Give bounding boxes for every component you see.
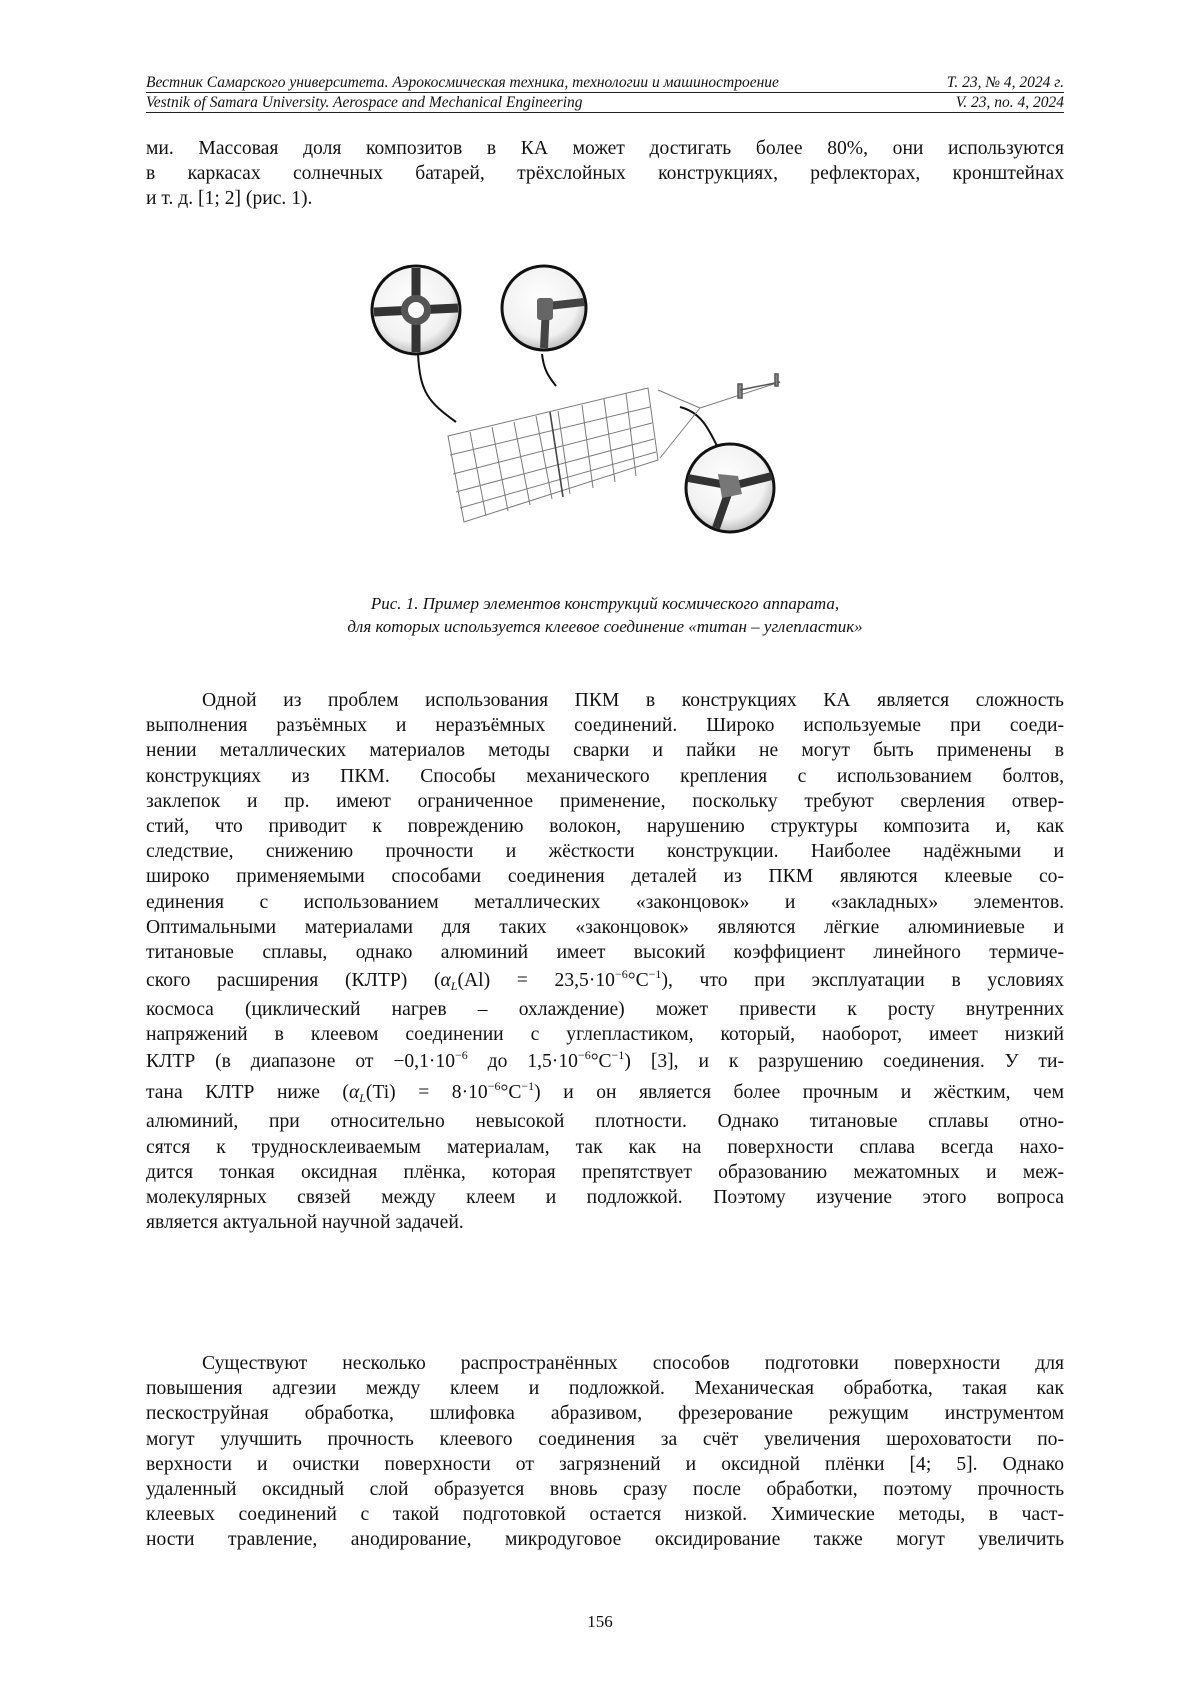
zoom-cross-joint xyxy=(372,266,460,354)
text-line: заклепок и пр. имеют ограниченное применение, поскольку требуют сверления отвер- xyxy=(146,790,1064,812)
figure-caption xyxy=(146,592,1064,638)
text-line: космоса (циклический нагрев – охлаждение) может привести к росту внутренних xyxy=(146,999,1064,1021)
text-line: нении металлических материалов методы сварки и пайки не могут быть применены в xyxy=(146,740,1064,762)
running-header-ru xyxy=(146,73,1064,93)
intro-paragraph xyxy=(146,136,1064,212)
page-number: 156 xyxy=(587,1612,613,1631)
text-line: и т. д. [1; 2] (рис. 1). xyxy=(146,188,313,210)
text-line: Оптимальными материалами для таких «законцовок» являются лёгкие алюминиевые и xyxy=(146,916,1064,938)
paragraph-2 xyxy=(146,1351,1064,1553)
text-line: стий, что приводит к повреждению волокон, нарушению структуры композита и, как xyxy=(146,815,1064,837)
text-line: повышения адгезии между клеем и подложкой. Механическая обработка, такая как xyxy=(146,1378,1064,1400)
text-line: является актуальной научной задачей. xyxy=(146,1212,464,1234)
text-line: выполнения разъёмных и неразъёмных соединений. Широко используемые при соеди- xyxy=(146,715,1064,737)
caption-line: для которых используется клеевое соединение «титан – углепластик» xyxy=(347,617,863,636)
volume-ru: Т. 23, № 4, 2024 г. xyxy=(946,74,1064,91)
text-line: пескоструйная обработка, шлифовка абразивом, фрезерование режущим инструментом xyxy=(146,1403,1064,1425)
text-line: сятся к трудносклеиваемым материалам, так как на поверхности сплава всегда нахо- xyxy=(146,1136,1064,1158)
running-header-en xyxy=(146,93,1064,113)
text-line: Одной из проблем использования ПКМ в конструкциях КА является сложность xyxy=(202,690,1064,711)
text-line: конструкциях из ПКМ. Способы механического крепления с использованием болтов, xyxy=(146,765,1064,787)
text-line: ности травление, анодирование, микродуговое оксидирование также могут увеличить xyxy=(146,1529,1064,1551)
text-line: следствие, снижению прочности и жёсткости конструкции. Наиболее надёжными и xyxy=(146,841,1064,863)
text-line: алюминий, при относительно невысокой плотности. Однако титановые сплавы отно- xyxy=(146,1111,1064,1133)
formula-line: тана КЛТР ниже $(\alpha_L(Ti) = 8\cdot 10^{-6}^\circ C^{-1})$ и он является более прочным и жёстким, чем xyxy=(146,1079,1064,1106)
text-line: дится тонкая оксидная плёнка, которая препятствует образованию межатомных и меж- xyxy=(146,1161,1064,1183)
formula-line: ского расширения (КЛТР) $(\alpha_L(Al) = 23,5\cdot 10^{-6}^\circ C^{-1})$, что при эксплуатации в условиях xyxy=(146,967,1064,994)
journal-title-ru: Вестник Самарского университета. Аэрокосмическая техника, технологии и машиностроение xyxy=(146,74,779,91)
zoom-corner-joint xyxy=(502,266,586,350)
volume-en: V. 23, no. 4, 2024 xyxy=(955,94,1064,111)
text-line: титановые сплавы, однако алюминий имеет высокий коэффициент линейного термиче- xyxy=(146,941,1064,963)
text-line: могут улучшить прочность клеевого соединения за счёт увеличения шероховатости по- xyxy=(146,1428,1064,1450)
zoom-tee-joint xyxy=(686,444,774,532)
antenna-mast xyxy=(738,374,780,398)
formula-line: КЛТР (в диапазоне от $-0,1\cdot 10^{-6}$ до $1,5\cdot 10^{-6}^\circ C^{-1}$) [3], и к разрушению соединения. У ти- xyxy=(146,1048,1064,1073)
paragraph-1 xyxy=(146,688,1064,1235)
figure-spacecraft-structure xyxy=(360,262,840,582)
text-line: удаленный оксидный слой образуется вновь сразу после обработки, поэтому прочность xyxy=(146,1478,1064,1500)
text-line: клеевых соединений с такой подготовкой остается низкой. Химические методы, в част- xyxy=(146,1504,1064,1526)
text-line: молекулярных связей между клеем и подложкой. Поэтому изучение этого вопроса xyxy=(146,1187,1064,1208)
text-line: Существуют несколько распространённых способов подготовки поверхности для xyxy=(202,1353,1064,1374)
text-line: ми. Массовая доля композитов в КА может достигать более 80%, они используются xyxy=(146,138,1064,159)
journal-title-en: Vestnik of Samara University. Aerospace and Mechanical Engineering xyxy=(146,94,583,111)
text-line: широко применяемыми способами соединения деталей из ПКМ являются клеевые со- xyxy=(146,866,1064,888)
text-line: верхности и очистки поверхности от загрязнений и оксидной плёнки [4; 5]. Однако xyxy=(146,1453,1064,1475)
text-line: единения с использованием металлических «законцовок» и «закладных» элементов. xyxy=(146,891,1064,913)
text-line: напряжений в клеевом соединении с углепластиком, который, наоборот, имеет низкий xyxy=(146,1024,1064,1046)
text-line: в каркасах солнечных батарей, трёхслойных конструкциях, рефлекторах, кронштейнах xyxy=(146,163,1064,185)
caption-line: Рис. 1. Пример элементов конструкций космического аппарата, xyxy=(370,594,840,613)
